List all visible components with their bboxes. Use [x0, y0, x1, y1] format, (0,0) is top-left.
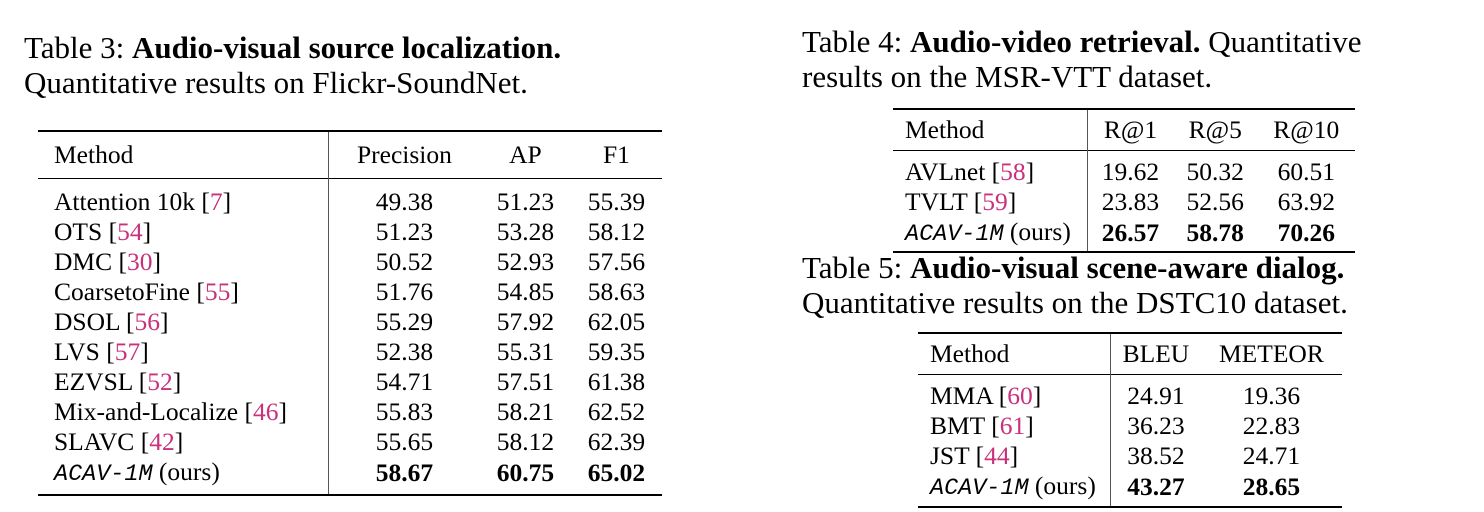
method-name: EZVSL — [54, 367, 133, 396]
method-name: ACAV-1M — [930, 475, 1029, 502]
table5-header-bleu: BLEU — [1111, 333, 1201, 375]
value-cell: 57.56 — [587, 247, 646, 276]
method-name: Mix-and-Localize — [54, 397, 239, 426]
table5-header-meteor: METEOR — [1219, 339, 1324, 368]
value-cell: 51.23 — [496, 187, 555, 216]
method-name: CoarsetoFine — [54, 277, 190, 306]
table-row — [38, 397, 662, 427]
value-cell: 24.91 — [1111, 375, 1201, 412]
value-cell: 19.62 — [1088, 151, 1173, 188]
method-cell: SLAVC [42] — [54, 427, 184, 456]
citation-link[interactable]: 42 — [149, 427, 175, 456]
method-cell — [918, 471, 1111, 507]
table-row — [38, 307, 662, 337]
value-cell: 50.52 — [329, 247, 480, 277]
method-cell: CoarsetoFine [55] — [54, 277, 239, 306]
value-cell: 62.05 — [587, 307, 646, 336]
citation-link[interactable]: 54 — [117, 217, 143, 246]
method-name: Attention 10k — [54, 187, 195, 216]
method-name: OTS — [54, 217, 103, 246]
table4-caption — [802, 24, 1361, 94]
method-name: LVS — [54, 337, 100, 366]
value-cell-best: 58.67 — [329, 457, 480, 495]
table4-header-r10: R@10 — [1273, 115, 1340, 144]
citation-link[interactable]: 46 — [252, 397, 279, 426]
table3-caption-text: Quantitative results on Flickr-SoundNet. — [24, 65, 528, 100]
table3-header-ap: AP — [509, 140, 542, 169]
method-cell: Attention 10k [7] — [54, 187, 232, 216]
method-name: SLAVC — [54, 427, 135, 456]
table5-header-method: Method — [930, 339, 1010, 368]
method-name: DMC — [54, 247, 113, 276]
value-cell: 57.92 — [496, 307, 555, 336]
table-row — [38, 367, 662, 397]
method-cell: DSOL [56] — [54, 307, 169, 336]
value-cell: 52.56 — [1186, 187, 1244, 216]
value-cell: 23.83 — [1088, 187, 1173, 217]
method-cell: Mix-and-Localize [46] — [54, 397, 287, 426]
method-cell: AVLnet [58] — [905, 157, 1035, 186]
table-row — [38, 337, 662, 367]
table3-caption — [24, 30, 561, 100]
value-cell: 58.21 — [496, 397, 555, 426]
table4-caption-label: Table 4: — [802, 24, 903, 59]
table5-caption-text: Quantitative results on the DSTC10 dataset. — [802, 285, 1348, 320]
value-cell: 55.31 — [496, 337, 555, 366]
table-row — [918, 375, 1342, 412]
method-name: BMT — [930, 411, 985, 440]
method-cell: OTS [54] — [54, 217, 152, 246]
method-name: JST — [930, 441, 970, 470]
table4-caption-text-1: Quantitative — [1208, 24, 1362, 59]
table-row — [38, 217, 662, 247]
citation-link[interactable]: 58 — [1000, 157, 1026, 186]
value-cell: 55.29 — [329, 307, 480, 337]
table4-caption-title: Audio-video retrieval. — [910, 24, 1201, 59]
value-cell: 53.28 — [496, 217, 555, 246]
value-cell: 51.76 — [329, 277, 480, 307]
method-cell: BMT [61] — [930, 411, 1034, 440]
method-cell: LVS [57] — [54, 337, 149, 366]
value-cell: 51.23 — [329, 217, 480, 247]
table5-caption-label: Table 5: — [802, 250, 903, 285]
citation-link[interactable]: 61 — [999, 411, 1026, 440]
citation-link[interactable]: 55 — [204, 277, 231, 306]
table-row — [38, 277, 662, 307]
method-name: ACAV-1M — [905, 221, 1004, 248]
method-cell: TVLT [59] — [905, 187, 1017, 216]
table-row — [893, 187, 1355, 217]
method-cell: MMA [60] — [930, 381, 1042, 410]
value-cell: 59.35 — [587, 337, 646, 366]
value-cell: 52.93 — [496, 247, 555, 276]
value-cell: 55.83 — [329, 397, 480, 427]
citation-link[interactable]: 59 — [982, 187, 1008, 216]
value-cell-best: 43.27 — [1111, 471, 1201, 507]
table-row — [38, 427, 662, 457]
table4-header-r1: R@1 — [1088, 109, 1173, 151]
table4-header-r5: R@5 — [1188, 115, 1242, 144]
value-cell: 24.71 — [1242, 441, 1301, 470]
table4-header-method: Method — [905, 115, 985, 144]
value-cell: 49.38 — [329, 179, 480, 218]
citation-link[interactable]: 7 — [209, 187, 223, 216]
citation-link[interactable]: 52 — [147, 367, 173, 396]
value-cell-best: 65.02 — [587, 457, 646, 487]
method-suffix: (ours) — [158, 457, 220, 486]
citation-link[interactable]: 60 — [1007, 381, 1033, 410]
value-cell: 19.36 — [1242, 381, 1301, 410]
value-cell-best: 58.78 — [1186, 217, 1244, 247]
table-row — [893, 151, 1355, 188]
table5 — [918, 332, 1342, 508]
citation-link[interactable]: 57 — [114, 337, 141, 366]
value-cell: 38.52 — [1111, 441, 1201, 471]
table3-header-f1: F1 — [603, 140, 630, 169]
table-row — [38, 179, 662, 218]
method-cell — [893, 217, 1088, 252]
table-row-ours — [918, 471, 1342, 507]
value-cell: 55.65 — [329, 427, 480, 457]
value-cell-best: 70.26 — [1277, 217, 1335, 247]
value-cell: 52.38 — [329, 337, 480, 367]
method-cell — [38, 457, 329, 495]
table-row-ours — [38, 457, 662, 495]
table3-header-precision: Precision — [329, 131, 480, 179]
value-cell: 58.12 — [587, 217, 646, 246]
value-cell: 36.23 — [1111, 411, 1201, 441]
value-cell: 55.39 — [587, 187, 646, 216]
table-row-ours — [893, 217, 1355, 252]
value-cell: 61.38 — [587, 367, 646, 396]
method-name: MMA — [930, 381, 993, 410]
method-cell: DMC [30] — [54, 247, 161, 276]
citation-link[interactable]: 56 — [134, 307, 161, 336]
table5-caption — [802, 250, 1348, 320]
table4 — [893, 108, 1355, 253]
table-row — [918, 441, 1342, 471]
value-cell: 57.51 — [496, 367, 555, 396]
value-cell: 62.52 — [587, 397, 646, 426]
method-suffix: (ours) — [1034, 471, 1096, 500]
table3-caption-label: Table 3: — [24, 30, 125, 65]
value-cell: 60.51 — [1277, 157, 1335, 186]
table-row — [38, 247, 662, 277]
method-cell: JST [44] — [930, 441, 1019, 470]
value-cell: 62.39 — [587, 427, 646, 456]
value-cell-best: 26.57 — [1088, 217, 1173, 252]
value-cell: 54.85 — [496, 277, 555, 306]
method-suffix: (ours) — [1009, 217, 1071, 246]
method-name: AVLnet — [905, 157, 986, 186]
value-cell: 22.83 — [1242, 411, 1301, 440]
table4-caption-text-2: results on the MSR-VTT dataset. — [802, 59, 1213, 94]
value-cell: 50.32 — [1186, 157, 1244, 186]
value-cell-best: 28.65 — [1242, 471, 1301, 501]
citation-link[interactable]: 30 — [126, 247, 153, 276]
citation-link[interactable]: 44 — [984, 441, 1010, 470]
table3-header-method: Method — [54, 140, 134, 169]
value-cell: 63.92 — [1277, 187, 1335, 216]
method-name: TVLT — [905, 187, 968, 216]
method-name: DSOL — [54, 307, 120, 336]
table5-caption-title: Audio-visual scene-aware dialog. — [910, 250, 1345, 285]
value-cell-best: 60.75 — [496, 457, 555, 487]
table-row — [918, 411, 1342, 441]
table3 — [38, 130, 662, 496]
value-cell: 54.71 — [329, 367, 480, 397]
value-cell: 58.12 — [496, 427, 555, 456]
table3-caption-title: Audio-visual source localization. — [132, 30, 562, 65]
method-cell: EZVSL [52] — [54, 367, 182, 396]
value-cell: 58.63 — [587, 277, 646, 306]
method-name: ACAV-1M — [54, 461, 153, 488]
